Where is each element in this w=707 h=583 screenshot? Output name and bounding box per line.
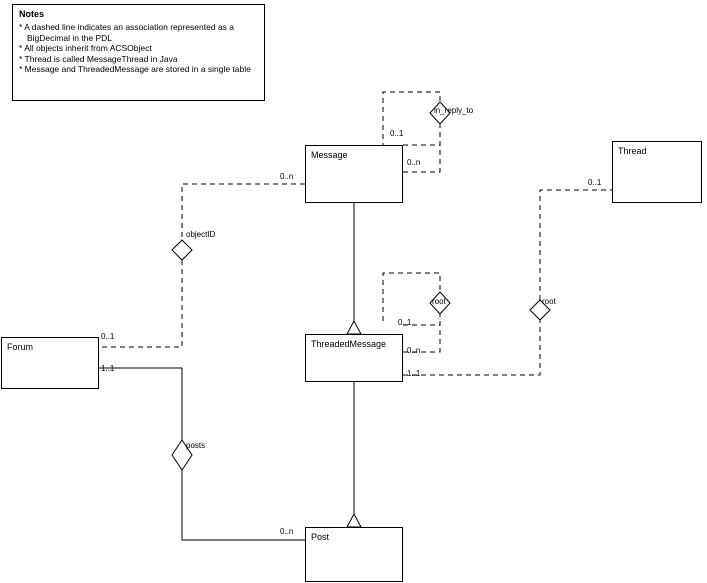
role-label-objectid: objectID xyxy=(186,230,216,239)
multiplicity-message-reply-top: 0..1 xyxy=(390,129,404,138)
notes-title: Notes xyxy=(19,9,45,19)
class-box-threadedmessage[interactable] xyxy=(305,334,403,382)
role-label-posts: posts xyxy=(186,441,206,450)
generalization-arrow-threadedmessage xyxy=(347,321,361,334)
multiplicity-thread-root: 0..1 xyxy=(588,178,602,187)
multiplicity-message-objectid: 0..n xyxy=(280,172,294,181)
multiplicity-tm-thread: 1..1 xyxy=(407,369,421,378)
class-label-threadedmessage: ThreadedMessage xyxy=(311,339,387,349)
note-item: * Message and ThreadedMessage are stored in a single table xyxy=(19,64,258,75)
diamond-objectid xyxy=(172,240,192,260)
multiplicity-tm-root-top: 0..1 xyxy=(398,318,412,327)
class-label-post: Post xyxy=(311,532,330,542)
edge-thread-root-lower xyxy=(403,320,540,375)
multiplicity-post-posts: 0..n xyxy=(280,527,294,536)
class-box-thread[interactable] xyxy=(612,141,702,203)
class-label-message: Message xyxy=(311,150,348,160)
notes-box xyxy=(12,4,265,101)
role-label-root-right: root xyxy=(542,297,556,306)
note-item: * Thread is called MessageThread in Java xyxy=(19,54,258,65)
role-label-root-left: root xyxy=(432,297,446,306)
note-item: * All objects inherit from ACSObject xyxy=(19,43,258,54)
edge-thread-root-upper xyxy=(540,190,612,300)
class-box-message[interactable] xyxy=(305,145,403,203)
generalization-arrow-post xyxy=(347,514,361,527)
edge-forum-posts-upper xyxy=(99,368,182,440)
class-box-post[interactable] xyxy=(305,527,403,582)
role-label-in-reply-to: in_reply_to xyxy=(434,106,474,115)
note-item: * A dashed line indicates an association represented as a BigDecimal in the PDL xyxy=(19,22,258,43)
notes-list xyxy=(19,22,258,75)
multiplicity-tm-root-bottom: 0..n xyxy=(407,346,421,355)
multiplicity-forum-posts: 1..1 xyxy=(101,364,115,373)
class-box-forum[interactable] xyxy=(1,337,99,389)
multiplicity-message-reply-bottom: 0..n xyxy=(407,158,421,167)
class-label-forum: Forum xyxy=(7,342,34,352)
multiplicity-forum-objectid: 0..1 xyxy=(101,332,115,341)
class-label-thread: Thread xyxy=(618,146,647,156)
